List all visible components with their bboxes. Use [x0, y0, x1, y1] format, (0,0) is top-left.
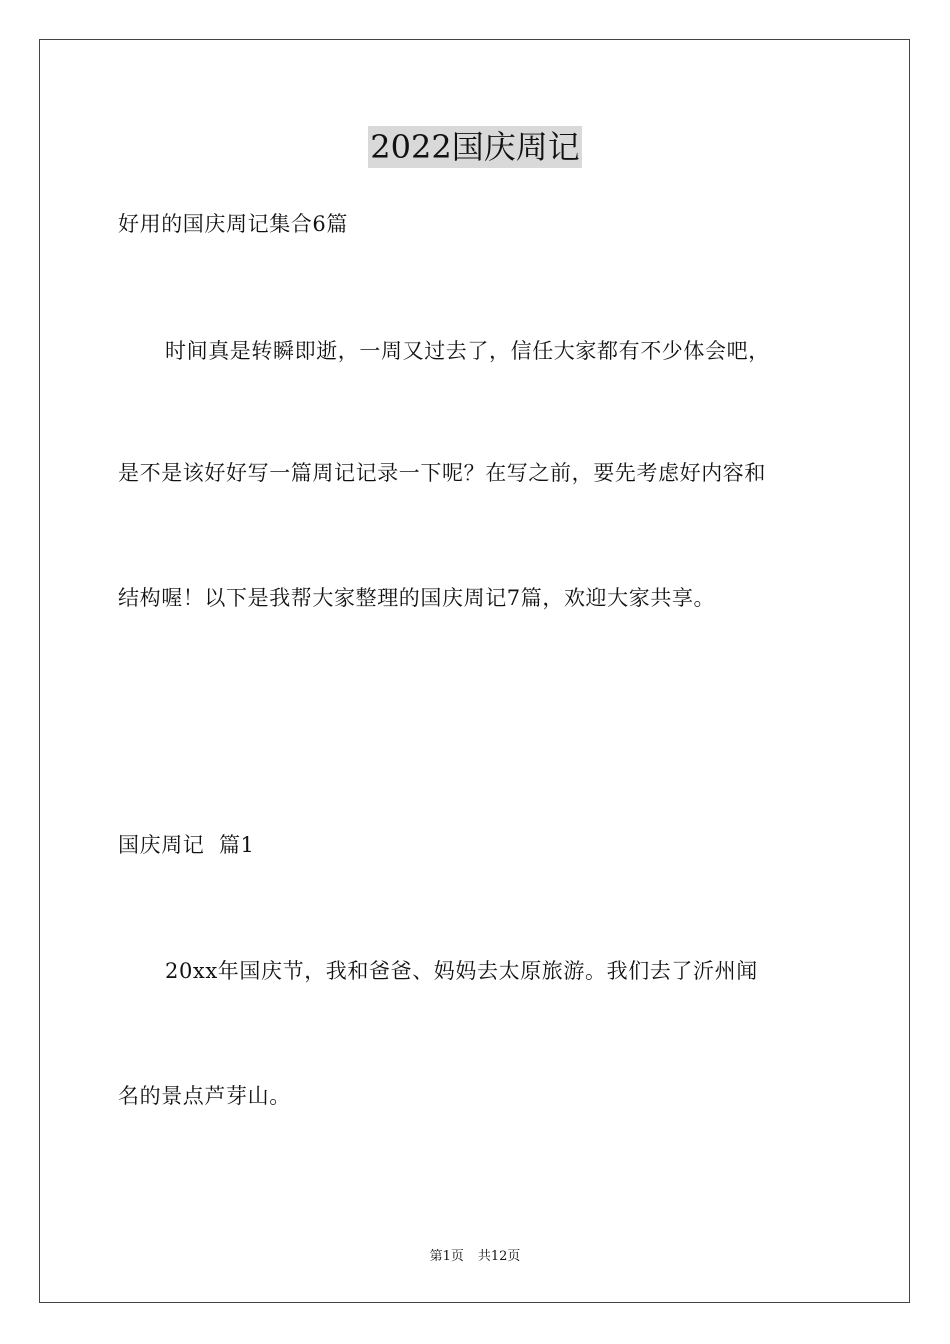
page-total: 共12页: [477, 1249, 521, 1264]
document-subtitle: 好用的国庆周记集合6篇: [118, 212, 348, 236]
document-title: 2022国庆周记: [370, 128, 580, 166]
section-heading: 国庆周记 篇1: [118, 833, 255, 857]
intro-paragraph-line: 是不是该好好写一篇周记记录一下呢？在写之前，要先考虑好内容和: [118, 461, 766, 485]
section-paragraph-line: 名的景点芦芽山。: [118, 1084, 291, 1108]
title-container: [0, 126, 950, 168]
intro-paragraph-line: 时间真是转瞬即逝，一周又过去了，信任大家都有不少体会吧，: [165, 339, 770, 363]
page-number: 第1页: [429, 1249, 464, 1264]
intro-paragraph-line: 结构喔！以下是我帮大家整理的国庆周记7篇，欢迎大家共享。: [118, 586, 716, 610]
page-footer: [0, 1248, 950, 1266]
section-paragraph-line: 20xx年国庆节，我和爸爸、妈妈去太原旅游。我们去了沂州闻: [165, 959, 758, 983]
